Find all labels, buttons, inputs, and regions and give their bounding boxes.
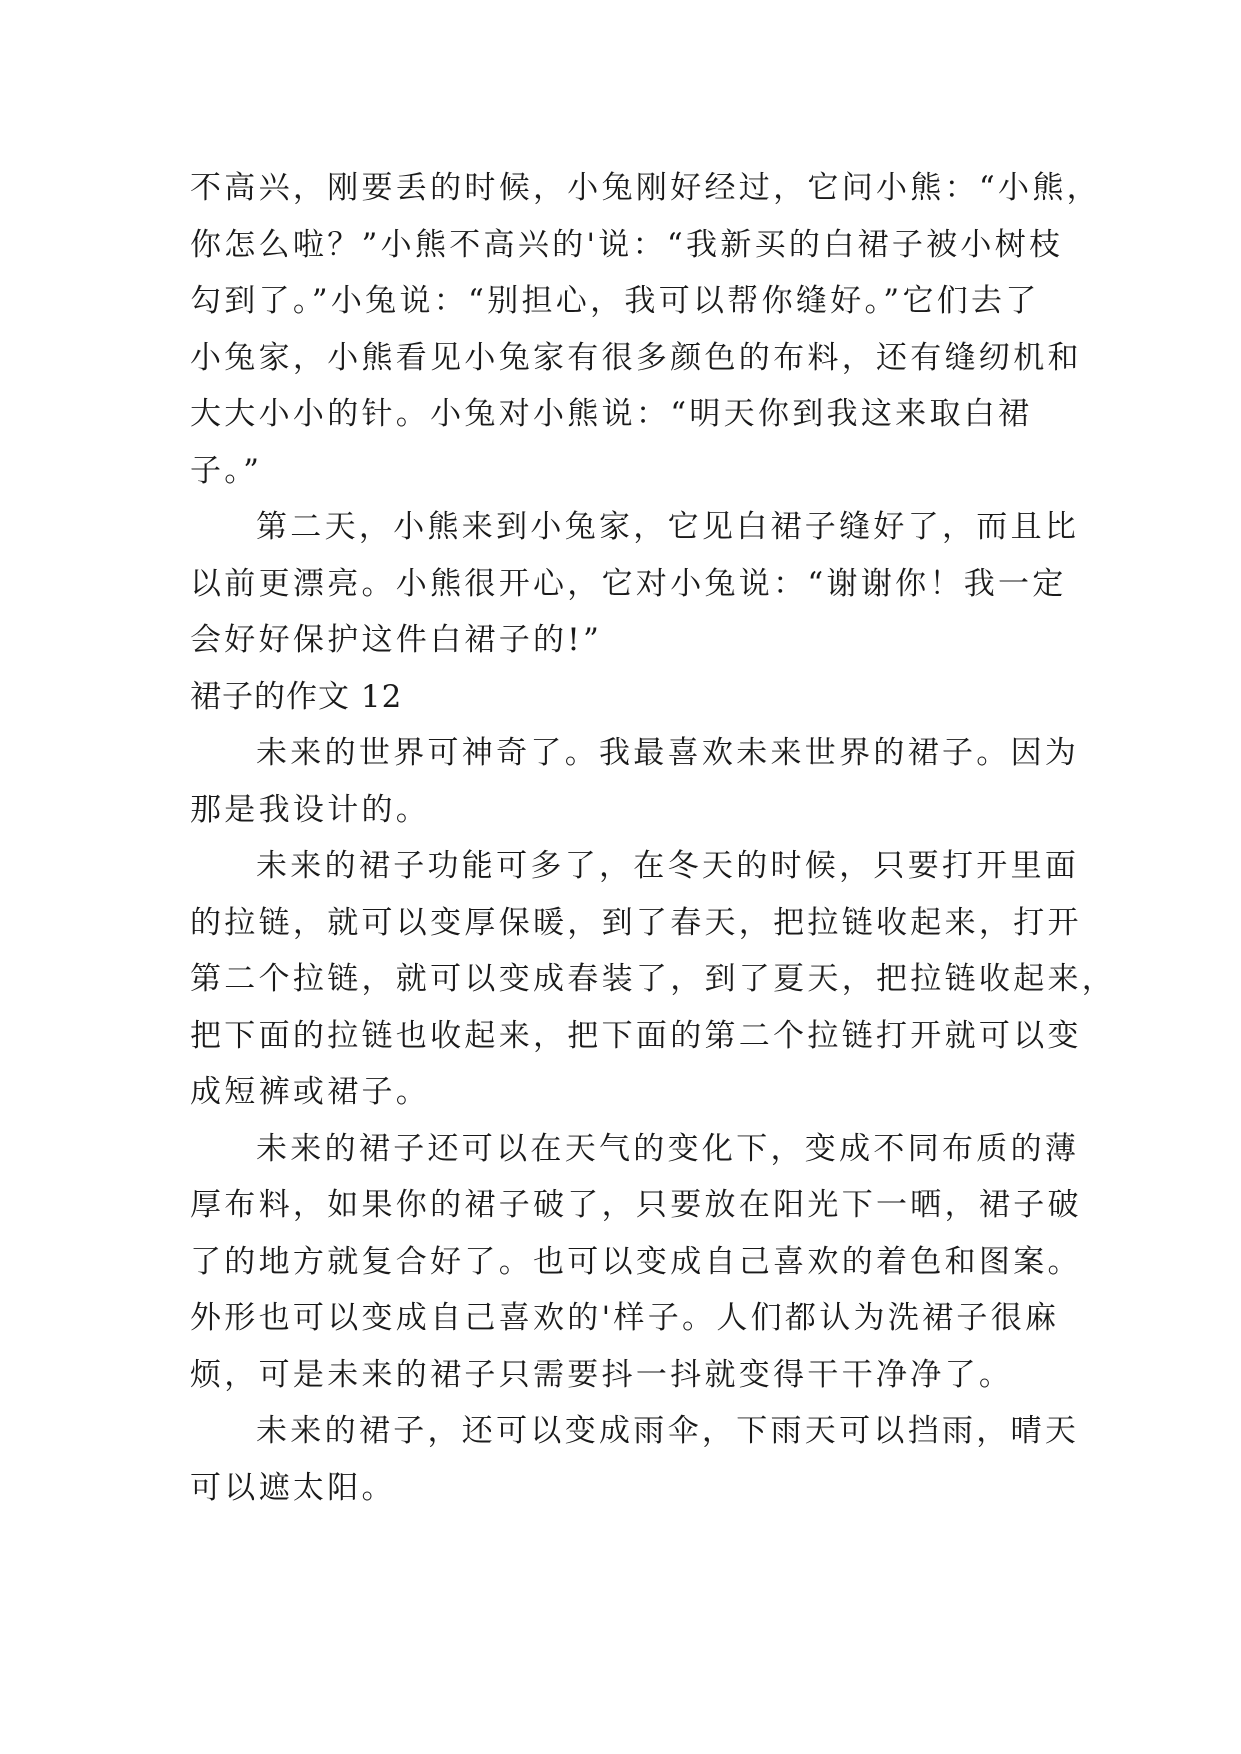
text-line: 小兔家，小熊看见小兔家有很多颜色的布料，还有缝纫机和 (190, 339, 1082, 376)
text-line: 第二个拉链，就可以变成春装了，到了夏天，把拉链收起来， (190, 961, 1117, 997)
text-line: 子。” (190, 452, 263, 489)
paragraph-start-line: 未来的裙子还可以在天气的变化下，变成不同布质的薄 (256, 1130, 1080, 1167)
text-line: 外形也可以变成自己喜欢的'样子。人们都认为洗裙子很麻 (190, 1300, 1060, 1336)
paragraph-start-line: 第二天，小熊来到小兔家，它见白裙子缝好了，而且比 (256, 509, 1080, 545)
text-line: 大大小小的针。小兔对小熊说：“明天你到我这来取白裙 (190, 396, 1033, 432)
text-line: 你怎么啦？”小熊不高兴的'说：“我新买的白裙子被小树枝 (190, 226, 1064, 263)
paragraph-start-line: 未来的裙子，还可以变成雨伞，下雨天可以挡雨，晴天 (256, 1413, 1080, 1449)
text-line: 可以遮太阳。 (190, 1469, 396, 1506)
text-line: 那是我设计的。 (190, 791, 431, 828)
text-line: 会好好保护这件白裙子的!” (190, 622, 603, 658)
paragraph-start-line: 未来的裙子功能可多了，在冬天的时候，只要打开里面 (256, 848, 1080, 884)
section-heading: 裙子的作文 12 (190, 678, 403, 715)
text-line: 不高兴，刚要丢的时候，小兔刚好经过，它问小熊：“小熊， (190, 170, 1101, 206)
text-line: 烦，可是未来的裙子只需要抖一抖就变得干干净净了。 (190, 1356, 1014, 1393)
text-line: 把下面的拉链也收起来，把下面的第二个拉链打开就可以变 (190, 1017, 1082, 1054)
text-line: 的拉链，就可以变厚保暖，到了春天，把拉链收起来，打开 (190, 904, 1082, 941)
text-line: 厚布料，如果你的裙子破了，只要放在阳光下一晒，裙子破 (190, 1187, 1082, 1223)
text-line: 了的地方就复合好了。也可以变成自己喜欢的着色和图案。 (190, 1243, 1082, 1280)
document-body (190, 160, 1117, 1516)
text-line: 成短裤或裙子。 (190, 1074, 431, 1110)
paragraph-start-line: 未来的世界可神奇了。我最喜欢未来世界的裙子。因为 (256, 735, 1080, 771)
text-line: 勾到了。”小兔说：“别担心，我可以帮你缝好。”它们去了 (190, 283, 1040, 319)
text-line: 以前更漂亮。小熊很开心，它对小兔说：“谢谢你！我一定 (190, 565, 1067, 602)
